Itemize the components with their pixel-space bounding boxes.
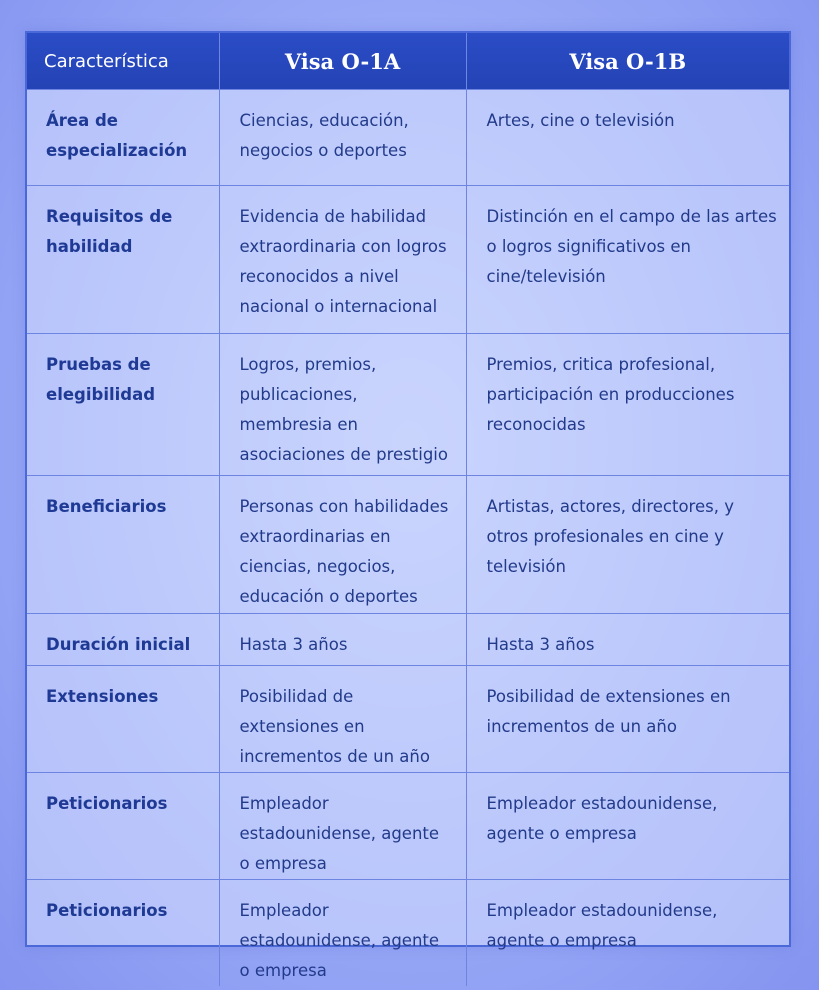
cell-o1b: Empleador estadounidense, agente o empresa [466,880,789,987]
table-row [27,773,789,880]
cell-o1a: Empleador estadounidense, agente o empresa [219,880,466,987]
table-header-row [27,33,789,90]
cell-o1a: Personas con habilidades extraordinarias en ciencias, negocios, educación o deportes [219,476,466,614]
table-row [27,186,789,334]
cell-o1b: Hasta 3 años [466,614,789,666]
table-row [27,334,789,476]
cell-o1b: Distinción en el campo de las artes o logros significativos en cine/televisión [466,186,789,334]
cell-o1b: Posibilidad de extensiones en incrementos de un año [466,666,789,773]
row-label: Peticionarios [27,880,219,987]
table-row [27,666,789,773]
table-row [27,476,789,614]
table-row [27,614,789,666]
cell-o1a: Hasta 3 años [219,614,466,666]
cell-o1b: Premios, critica profesional, participación en producciones reconocidas [466,334,789,476]
cell-o1a: Evidencia de habilidad extraordinaria con logros reconocidos a nivel nacional o internacional [219,186,466,334]
cell-o1a: Empleador estadounidense, agente o empresa [219,773,466,880]
row-label: Beneficiarios [27,476,219,614]
row-label: Duración inicial [27,614,219,666]
visa-comparison-table [27,33,789,986]
row-label: Peticionarios [27,773,219,880]
cell-o1a: Posibilidad de extensiones en incrementos de un año [219,666,466,773]
comparison-table-frame [25,31,791,980]
cell-o1b: Artes, cine o televisión [466,90,789,186]
cell-o1a: Ciencias, educación, negocios o deportes [219,90,466,186]
row-label: Pruebas de elegibilidad [27,334,219,476]
cell-o1a: Logros, premios, publicaciones, membresia en asociaciones de prestigio [219,334,466,476]
row-label: Requisitos de habilidad [27,186,219,334]
row-label: Área de especialización [27,90,219,186]
header-visa-o1a: Visa O-1A [219,33,466,90]
header-feature: Característica [27,33,219,90]
cell-o1b: Empleador estadounidense, agente o empresa [466,773,789,880]
table-row [27,90,789,186]
table-row [27,880,789,987]
cell-o1b: Artistas, actores, directores, y otros profesionales en cine y televisión [466,476,789,614]
row-label: Extensiones [27,666,219,773]
header-visa-o1b: Visa O-1B [466,33,789,90]
